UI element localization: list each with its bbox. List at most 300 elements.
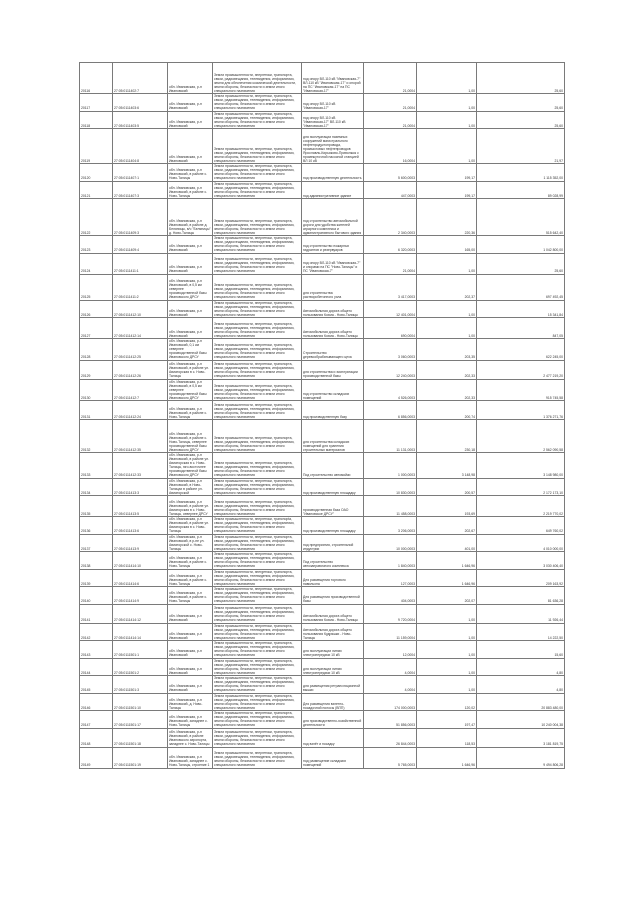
area-cell: 690,0004	[364, 318, 417, 339]
cadastral-value-cell: 25,60	[477, 111, 565, 129]
address-cell: обл. Ивановская, р-н Ивановский, в 0,5 км севернее производственной базы Ивановского ДРСУ	[168, 274, 213, 300]
cadastral-number-cell: 27:05:0111501:19	[113, 747, 168, 768]
address-cell: обл. Ивановская, р-н Ивановский, 0,1 км севернее производственной базы Ивановского ДРСУ	[168, 339, 213, 361]
specific-value-cell: 1,00	[417, 658, 477, 676]
cadastral-value-cell: 81 636,28	[477, 587, 565, 605]
area-cell: 9 720,0004	[364, 604, 417, 623]
table-row	[80, 587, 565, 605]
land-category-cell: Земли промышленности, энергетики, транспорта, связи, радиовещания, телевидения, информатики, земли обороны, безопасности и земли иного специального назначения	[213, 587, 302, 605]
land-category-cell: Земли промышленности, энергетики, транспорта, связи, радиовещания, телевидения, информатики, земли обороны, безопасности и земли иного специального назначения	[213, 318, 302, 339]
table-row	[80, 379, 565, 401]
table-row	[80, 623, 565, 641]
table-row	[80, 318, 565, 339]
area-cell: 4,0004	[364, 676, 417, 694]
specific-value-cell: 230,18	[417, 420, 477, 453]
cadastral-value-cell: 20 883 480,00	[477, 693, 565, 711]
cadastral-number-cell: 27:05:0111409:4	[113, 236, 168, 254]
land-category-cell: Земли промышленности, энергетики, транспорта, связи, радиовещания, телевидения, информатики, земли обороны, безопасности и земли иного специального назначения	[213, 401, 302, 420]
table-row	[80, 641, 565, 659]
area-cell: 1 000,0003	[364, 453, 417, 479]
area-cell: 10 830,0003	[364, 478, 417, 496]
specific-value-cell: 202,67	[417, 517, 477, 535]
land-category-cell: Земли промышленности, энergетики, транспорта, связи, радиовещания, телевидения, информатики, земли обороны, безопасности и земли иного специального назначения	[213, 569, 302, 587]
cadastral-value-cell: 649 760,02	[477, 517, 565, 535]
cadastral-number-cell: 27:05:0111407:1	[113, 164, 168, 182]
cadastral-value-cell: 3 181 819,75	[477, 728, 565, 747]
row-number-cell: 20141	[80, 604, 113, 623]
address-cell: обл. Ивановская, р-н Ивановский, в районе ул. Авиаторская в с. Ново-Талицы	[168, 360, 213, 379]
cadastral-number-cell: 27:05:0111409:3	[113, 199, 168, 236]
land-category-cell: Земли промышленности, энергетики, транспорта, связи, радиовещания, телевидения, информатики, земли обороны, безопасности и земли иного специального назначения	[213, 129, 302, 164]
address-cell: обл. Ивановская, р-н Ивановский	[168, 129, 213, 164]
address-cell: обл. Ивановская, р-н Ивановский	[168, 641, 213, 659]
land-category-cell: Земли промышленности, энергетики, транспорта, связи, радиовещания, телевидения, информатики, земли обороны, безопасности и земли иного специального назначения	[213, 711, 302, 729]
table-row	[80, 164, 565, 182]
cadastral-value-cell: 4 010 000,00	[477, 534, 565, 552]
row-number-cell: 20121	[80, 181, 113, 199]
land-category-cell: Земли промышленности, энергетики, транспорта, связи, радиовещания, телевидения, информатики, земли обороны, безопасности и земли иного специального назначения	[213, 604, 302, 623]
specific-value-cell: 202,33	[417, 360, 477, 379]
area-cell: 12,0004	[364, 641, 417, 659]
row-number-cell: 20138	[80, 552, 113, 570]
specific-value-cell: 1,00	[417, 623, 477, 641]
land-category-cell: Земли промышленности, энергетики, транспорта, связи, радиовещания, телевидения, информатики, земли обороны, безопасности и земли иного специального назначения	[213, 111, 302, 129]
permitted-use-cell: под опору ВЛ-110 кВ "Ивановская-7" и опорами на ПС "Ново-Талицы" и ПС "Ивановская-7"	[302, 253, 364, 274]
permitted-use-cell: Для размещения торгового павильона	[302, 569, 364, 587]
row-number-cell: 20130	[80, 379, 113, 401]
permitted-use-cell: для производственно-хозяйственной деятельности	[302, 711, 364, 729]
address-cell: обл. Ивановская, р-н Ивановский	[168, 623, 213, 641]
table-body	[80, 63, 565, 769]
land-category-cell: Земли промышленности, энергетики, транспорта, связи, радиовещания, телевидения, информатики, земли обороны, безопасности и земли иного специального назначения	[213, 360, 302, 379]
specific-value-cell: 1,00	[417, 253, 477, 274]
land-category-cell: Земли промышленности, энергетики, транспорта, связи, радиовещания, телевидения, информатики, земли обороны, безопасности и земли иного специального назначения	[213, 676, 302, 694]
cadastral-number-cell: 27:05:0111413:5	[113, 496, 168, 517]
permitted-use-cell: под производственную площадку	[302, 517, 364, 535]
cadastral-number-cell: 27:05:0111501:18	[113, 728, 168, 747]
address-cell: обл. Ивановская, р-н Ивановский	[168, 111, 213, 129]
land-category-cell: Земли промышленности, энергетики, транспорта, связи, радиовещания, телевидения, информатики, земли обороны, безопасности и земли иного специального назначения	[213, 641, 302, 659]
permitted-use-cell: под опору ВЛ-110 кВ "Ивановская-17"	[302, 94, 364, 112]
cadastral-number-cell: 27:05:0111407:3	[113, 181, 168, 199]
cadastral-number-cell: 27:05:0111412:24	[113, 401, 168, 420]
cadastral-number-cell: 27:05:0111501:1	[113, 641, 168, 659]
area-cell: 6 320,0003	[364, 236, 417, 254]
specific-value-cell: 202,37	[417, 274, 477, 300]
row-number-cell: 20117	[80, 94, 113, 112]
area-cell: 447,0003	[364, 181, 417, 199]
permitted-use-cell: производственная база ОАО "Ивановское ДРСУ"	[302, 496, 364, 517]
table-row	[80, 199, 565, 236]
area-cell: 5 600,0003	[364, 164, 417, 182]
address-cell: обл. Ивановская, р-н Ивановский, в районе Ивановского аэропорта, западнее с. Ново-Талицы	[168, 728, 213, 747]
table-row	[80, 111, 565, 129]
row-number-cell: 20131	[80, 401, 113, 420]
cadastral-number-cell: 27:05:0111414:10	[113, 552, 168, 570]
area-cell: 21,0004	[364, 111, 417, 129]
cadastral-value-cell: 4,80	[477, 658, 565, 676]
permitted-use-cell: для эксплуатации линии электропередачи 10 кВ	[302, 658, 364, 676]
address-cell: обл. Ивановская, р-н Ивановский	[168, 236, 213, 254]
area-cell: 3 206,0003	[364, 517, 417, 535]
cadastral-value-cell: 25,60	[477, 253, 565, 274]
cadastral-number-cell: 27:05:0111412:10	[113, 300, 168, 318]
specific-value-cell: 203,35	[417, 339, 477, 361]
specific-value-cell: 202,33	[417, 379, 477, 401]
row-number-cell: 20122	[80, 199, 113, 236]
address-cell: обл. Ивановская, р-н Ивановский	[168, 676, 213, 694]
area-cell: 4,0004	[364, 658, 417, 676]
specific-value-cell: 3 148,98	[417, 453, 477, 479]
specific-value-cell: 1,00	[417, 111, 477, 129]
address-cell: обл. Ивановская, р-н Ивановский, в районе ул. Авиаторская в с. Ново-Талицы	[168, 517, 213, 535]
address-cell: обл. Ивановская, р-н Ивановский, в районе ул. Авиаторская в с. Ново-Талицы, севернее ДРСУ	[168, 496, 213, 517]
permitted-use-cell: Автомобильная дорога общего пользования Кохма - Ново-Талицы	[302, 604, 364, 623]
address-cell: обл. Ивановская, р-н Ивановский	[168, 658, 213, 676]
land-category-cell: Земли промышленности, энергетики, транспорта, связи, радиовещания, телевидения, информатики, земли обороны, безопасности и земли иного специального назначения	[213, 658, 302, 676]
table-row	[80, 604, 565, 623]
land-category-cell: Земли промышленности, энергетики, транспорта, связи, радиовещания, телевидения, информатики, земли обороны, безопасности и земли иного специального назначения	[213, 552, 302, 570]
specific-value-cell: 1,00	[417, 63, 477, 94]
cadastral-value-cell: 4,80	[477, 676, 565, 694]
area-cell: 11 131,0003	[364, 420, 417, 453]
permitted-use-cell: для размещения ретрансляционной вышки	[302, 676, 364, 694]
specific-value-cell: 401,00	[417, 534, 477, 552]
cadastral-value-cell: 1 376 271,76	[477, 401, 565, 420]
land-category-cell: Земли промышленности, энергетики, транспорта, связи, радиовещания, телевидения, информатики, земли обороны, безопасности и земли иного специального назначения	[213, 420, 302, 453]
permitted-use-cell: под строительство автомобильной дороги для удобства жителей аграрного комплекса и административного бытового здания	[302, 199, 364, 236]
address-cell: обл. Ивановская, р-н Ивановский, в Ново-Талицах в районе ул. Авиаторской	[168, 478, 213, 496]
area-cell: 11 159,0004	[364, 623, 417, 641]
row-number-cell: 20126	[80, 300, 113, 318]
specific-value-cell: 1 646,96	[417, 552, 477, 570]
table-row	[80, 658, 565, 676]
land-category-cell: Земли промышленности, энергетики, транспорта, связи, радиovещания, телевидения, информатики, земли обороны, безопасности и земли иного специального назначения	[213, 236, 302, 254]
row-number-cell: 20135	[80, 496, 113, 517]
land-category-cell: Земли промышленности, энергетики, транспорta, связи, радиовещания, телевидения, информатики, земли обороны, безопасности и земли иного специального назначения	[213, 517, 302, 535]
specific-value-cell: 1,00	[417, 676, 477, 694]
row-number-cell: 20132	[80, 420, 113, 453]
area-cell: 6 856,0003	[364, 401, 417, 420]
land-category-cell: Земли промышленности, энергетики, транспорта, связи, радиовещания, телевидения, информатики, земли обороны, безопасности и земли иного специального назначения	[213, 534, 302, 552]
cadastral-value-cell: 847,05	[477, 318, 565, 339]
row-number-cell: 20133	[80, 453, 113, 479]
specific-value-cell: 118,53	[417, 728, 477, 747]
cadastral-value-cell: 25,60	[477, 94, 565, 112]
table-row	[80, 129, 565, 164]
row-number-cell: 20142	[80, 623, 113, 641]
permitted-use-cell: Под строительство автозаправочного комплекса	[302, 552, 364, 570]
cadastral-number-cell: 27:05:0111403:6	[113, 94, 168, 112]
cadastral-number-cell: 27:05:0111412:7	[113, 379, 168, 401]
permitted-use-cell: под строительство складских помещений	[302, 379, 364, 401]
table-row	[80, 711, 565, 729]
table-row	[80, 728, 565, 747]
row-number-cell: 20144	[80, 658, 113, 676]
address-cell: обл. Ивановская, р-н Ивановский, в районе с. Ново-Талицы	[168, 181, 213, 199]
address-cell: обл. Ивановская, р-н Ивановский	[168, 94, 213, 112]
land-category-cell: Земли промышленности, энергетики, транспорта, связи, радиовещания, телевидения, информатики, земли обороны, безопасности и земли иного специального назначения	[213, 181, 302, 199]
address-cell: обл. Ивановская, р-н Ивановский, д. Ново-Талицы	[168, 693, 213, 711]
specific-value-cell: 1,00	[417, 604, 477, 623]
address-cell: обл. Ивановская, р-н Ивановский, в районе с. Ново-Талицы	[168, 401, 213, 420]
address-cell: обл. Ивановская, р-н Ивановский	[168, 318, 213, 339]
cadastral-number-cell: 27:05:0111414:14	[113, 623, 168, 641]
cadastral-number-cell: 27:05:0111402:7	[113, 63, 168, 94]
land-category-cell: Земли промышленности, энергетики, транспорта, связи, радиовещания, телевидения, информатики, земли обороны, безопасности и земли иного специального назначения	[213, 199, 302, 236]
permitted-use-cell: под производственную площадку	[302, 478, 364, 496]
address-cell: обл. Ивановская, р-н Ивановский, в районе с. Ново-Талицы	[168, 587, 213, 605]
land-category-cell: Земли промышленности, энергетики, транспорта, связи, радиовещания, телевидения, информатики, земли обороны, безопасности и земли иного специального назначения	[213, 478, 302, 496]
address-cell: обл. Ивановская, р-н Ивановский, западнее с. Ново-Талицы, строение 1	[168, 747, 213, 768]
table-row	[80, 517, 565, 535]
table-row	[80, 676, 565, 694]
area-cell: 10 000,0003	[364, 534, 417, 552]
land-category-cell: Земли промышленности, энергетики, транспорта, связи, радиовещания, телевидения, информатики, земли обороны, безопасности и земли иного специального назначения	[213, 623, 302, 641]
land-category-cell: Земли промышленности, энергетики, транспорта, связи, радиовещания, телевидения, информатики, земли обороны, безопасности и земли иного специального назначения	[213, 164, 302, 182]
area-cell: 5 765,0003	[364, 747, 417, 768]
specific-value-cell: 1 646,96	[417, 747, 477, 768]
cadastral-number-cell: 27:05:0111412:26	[113, 360, 168, 379]
specific-value-cell: 120,02	[417, 693, 477, 711]
area-cell: 21,0004	[364, 94, 417, 112]
area-cell: 21,0004	[364, 253, 417, 274]
row-number-cell: 20140	[80, 587, 113, 605]
land-category-cell: Земли промышленности, энергетики, транспорта, связи, радиовещания, телевидения, информатики, земли обороны, безопасности и земли иного специального назначения	[213, 496, 302, 517]
land-category-cell: Земли промышленности, энергетики, транспорта, связи, радиовещания, телевидения, информатики, земли обороны, безопасности и земли иного специального назначения	[213, 453, 302, 479]
cadastral-value-cell: 10 240 004,38	[477, 711, 565, 729]
table-row	[80, 339, 565, 361]
area-cell: 127,0003	[364, 569, 417, 587]
row-number-cell: 20139	[80, 569, 113, 587]
address-cell: обл. Ивановская, р-н Ивановский, в р-не ул. Авиаторской с. Ново-Талицы	[168, 534, 213, 552]
cadastral-value-cell: 2 562 090,58	[477, 420, 565, 453]
permitted-use-cell: для строительства и эксплуатации производственной базы	[302, 360, 364, 379]
address-cell: обл. Ивановская, р-н Ивановский	[168, 63, 213, 94]
specific-value-cell: 199,17	[417, 181, 477, 199]
cadastral-number-cell: 27:05:0111501:17	[113, 711, 168, 729]
row-number-cell: 20119	[80, 129, 113, 164]
land-category-cell: Земли промышленности, энергетики, транспорта, связи, радиовещания, телевидения, информатики, земли обороны, безопасности и земли иного специального назначения	[213, 274, 302, 300]
land-category-cell: Земли промышленности, энергетики, транспорта, связи, радиовещания, телевидения, информатики, земли обороны, безопасности и земли иного специального назначения	[213, 339, 302, 361]
address-cell: обл. Ивановская, р-н Ивановский, в районе ул. Авиаторская в с. Ново-Талицы, юго-восточнее производственной базы Ивановского ДРСУ	[168, 453, 213, 479]
specific-value-cell: 193,69	[417, 496, 477, 517]
cadastral-number-cell: 27:05:0111414:6	[113, 569, 168, 587]
cadastral-number-cell: 27:05:0111501:2	[113, 658, 168, 676]
permitted-use-cell: Для размещения взлетно-посадочной полосы (ВПП)	[302, 693, 364, 711]
cadastral-value-cell: 1 042 800,00	[477, 236, 565, 254]
row-number-cell: 20129	[80, 360, 113, 379]
table-row	[80, 420, 565, 453]
permitted-use-cell: для строительства растворобетонного узла	[302, 274, 364, 300]
cadastral-value-cell: 1 115 352,00	[477, 164, 565, 182]
cadastral-number-cell: 27:05:0111412:35	[113, 420, 168, 453]
address-cell: обл. Ивановская, р-н Ивановский, в районе с. Ново-Талицы	[168, 552, 213, 570]
land-category-cell: Земли промышленности, энергетики, транспорта, связи, радиовещания, телевидения, информатики, земли обороны, безопасности и земли иного специального назначения	[213, 379, 302, 401]
land-category-cell: Земли промышленности, энергетики, транспорта, связи, радиовещания, телевидения, информатики, земли обороны, безопасности и земли иного специального назначения	[213, 693, 302, 711]
cadastral-value-cell: 21,97	[477, 129, 565, 164]
row-number-cell: 20145	[80, 676, 113, 694]
cadastral-number-cell: 27:05:0111412:25	[113, 339, 168, 361]
table-row	[80, 534, 565, 552]
land-category-cell: Земли промышленности, энергетики, транспорта, связи, радиовещания, телевидения, информатики, земли обороны, безопасности и земли иного специального назначения	[213, 300, 302, 318]
address-cell: обл. Ивановская, р-н Ивановский	[168, 604, 213, 623]
permitted-use-cell: под опору ВЛ-110 кВ "Ивановская-17" ВЛ-110 кВ "Ивановская-17"	[302, 111, 364, 129]
specific-value-cell: 199,17	[417, 164, 477, 182]
cadastral-value-cell: 89 028,99	[477, 181, 565, 199]
row-number-cell: 20124	[80, 253, 113, 274]
permitted-use-cell: под предприятия, строительной индустрии	[302, 534, 364, 552]
area-cell: 3 060,0003	[364, 339, 417, 361]
row-number-cell: 20134	[80, 478, 113, 496]
permitted-use-cell: под опору ВЛ-110 кВ "Ивановская-7" ВЛ-110 кВ "Ивановская-17" и опорой на ПС "Ивановская-17" на ПС "Ивановская-17"	[302, 63, 364, 94]
table-row	[80, 181, 565, 199]
permitted-use-cell: Автомобильная дорога общего пользования Кохма - Ново-Талицы	[302, 318, 364, 339]
address-cell: обл. Ивановская, р-н Ивановский, в районе с. Ново-Талицы	[168, 164, 213, 182]
row-number-cell: 20146	[80, 693, 113, 711]
address-cell: обл. Ивановская, р-н Ивановский, в 0,5 км севернее производственной базы Ивановского ДРСУ	[168, 379, 213, 401]
area-cell: 404,0003	[364, 587, 417, 605]
row-number-cell: 20120	[80, 164, 113, 182]
row-number-cell: 20149	[80, 747, 113, 768]
permitted-use-cell: Автомобильная дорога общего пользования Кохма - Ново-Талицы	[302, 300, 364, 318]
address-cell: обл. Ивановская, р-н Ивановский, в районе с. Ново-Талицы, севернее производственной базы Ивановского ДРСУ	[168, 420, 213, 453]
specific-value-cell: 1,00	[417, 94, 477, 112]
cadastral-number-cell: 27:05:0111501:3	[113, 676, 168, 694]
cadastral-value-cell: 515 642,40	[477, 199, 565, 236]
address-cell: обл. Ивановская, р-н Ивановский, в районе с. Ново-Талицы	[168, 569, 213, 587]
table-row	[80, 274, 565, 300]
area-cell: 12 240,0003	[364, 360, 417, 379]
cadastral-number-cell: 27:05:0111501:10	[113, 693, 168, 711]
cadastral-number-cell: 27:05:0111411:1	[113, 253, 168, 274]
cadastral-number-cell: 27:05:0111413:6	[113, 517, 168, 535]
table-row	[80, 552, 565, 570]
row-number-cell: 20148	[80, 728, 113, 747]
area-cell: 21,0004	[364, 63, 417, 94]
area-cell: 2 340,0003	[364, 199, 417, 236]
address-cell: обл. Ивановская, р-н Ивановский	[168, 253, 213, 274]
cadastral-number-cell: 27:05:0111413:9	[113, 534, 168, 552]
row-number-cell: 20143	[80, 641, 113, 659]
table-row	[80, 401, 565, 420]
permitted-use-cell: для эксплуатации наземных сооружений магистрального нефтепродуктопровода, промысловых нефтепроводов Ярославль-Кирьяково-Приволжск с промежуточной насосной станцией ВЛ 10 кВ	[302, 129, 364, 164]
area-cell: 1 840,0003	[364, 552, 417, 570]
area-cell: 3 417,0003	[364, 274, 417, 300]
row-number-cell: 20125	[80, 274, 113, 300]
row-number-cell: 20147	[80, 711, 113, 729]
row-number-cell: 20127	[80, 318, 113, 339]
cadastral-number-cell: 27:05:0111412:33	[113, 453, 168, 479]
cadastral-value-cell: 15 341,84	[477, 300, 565, 318]
table-row	[80, 496, 565, 517]
cadastral-number-cell: 27:05:0111413:3	[113, 478, 168, 496]
specific-value-cell: 1,00	[417, 318, 477, 339]
permitted-use-cell: под размещение складских помещений	[302, 747, 364, 768]
table-row	[80, 693, 565, 711]
area-cell: 51 856,0003	[364, 711, 417, 729]
specific-value-cell: 202,07	[417, 587, 477, 605]
area-cell: 11 458,0003	[364, 496, 417, 517]
cadastral-value-cell: 697 492,45	[477, 274, 565, 300]
table-row	[80, 478, 565, 496]
cadastral-value-cell: 3 148 980,00	[477, 453, 565, 479]
land-category-cell: Земли промышленности, энергетики, транспорта, связи, радиовещания, телевидения, информатики, земли обороны, безопасности и земли иного специального назначения	[213, 253, 302, 274]
permitted-use-cell: Для размещения производственной базы	[302, 587, 364, 605]
specific-value-cell: 1,00	[417, 641, 477, 659]
area-cell: 26 844,0003	[364, 728, 417, 747]
row-number-cell: 20116	[80, 63, 113, 94]
land-category-cell: Земли промышленности, энергетики, транспорта, связи, радиовещания, телевидения, информатики, земли для обеспечения космической деятельности, земли обороны, безопасности и земли иного специального назначения	[213, 63, 302, 94]
cadastral-number-cell: 27:05:0111404:8	[113, 129, 168, 164]
permitted-use-cell: Автомобильная дорога общего пользования Кудряшки - Ново-Талицы	[302, 623, 364, 641]
cadastral-number-cell: 27:05:0111414:9	[113, 587, 168, 605]
permitted-use-cell: под взлёт и посадку	[302, 728, 364, 747]
specific-value-cell: 200,74	[417, 401, 477, 420]
land-registry-table	[79, 62, 565, 769]
address-cell: обл. Ивановская, р-н Ивановский	[168, 300, 213, 318]
table-row	[80, 747, 565, 768]
table-row	[80, 253, 565, 274]
cadastral-number-cell: 27:05:0111403:5	[113, 111, 168, 129]
permitted-use-cell: Под строительство автомойки	[302, 453, 364, 479]
row-number-cell: 20118	[80, 111, 113, 129]
permitted-use-cell: Строительство деревообрабатывающего цеха	[302, 339, 364, 361]
land-category-cell: Земли промышленности, энергетики, транспорта, связи, радиовещания, телевидения, информатики, земли обороны, безопасности и земли иного специального назначения	[213, 728, 302, 747]
permitted-use-cell: под производственную базу	[302, 401, 364, 420]
cadastral-value-cell: 15,60	[477, 641, 565, 659]
table-row	[80, 453, 565, 479]
cadastral-value-cell: 622 245,00	[477, 339, 565, 361]
address-cell: обл. Ивановская, р-н Ивановский, в районе д. Беляницы, в/ч "Беляницы" д. Ново-Талицы	[168, 199, 213, 236]
permitted-use-cell: под производственную деятельность	[302, 164, 364, 182]
cadastral-value-cell: 915 745,58	[477, 379, 565, 401]
specific-value-cell: 200,57	[417, 478, 477, 496]
cadastral-value-cell: 25,60	[477, 63, 565, 94]
specific-value-cell: 165,00	[417, 236, 477, 254]
area-cell: 4 526,0003	[364, 379, 417, 401]
table-row	[80, 360, 565, 379]
permitted-use-cell: для эксплуатации линии электропередачи 10 кВ	[302, 641, 364, 659]
land-category-cell: Земли промышленности, энергетики, транспорта, связи, радиовещания, телевидения, информатики, земли обороны, безопасности и земли иного специального назначения	[213, 747, 302, 768]
cadastral-value-cell: 2 172 173,10	[477, 478, 565, 496]
area-cell: 174 000,0003	[364, 693, 417, 711]
specific-value-cell: 1,00	[417, 300, 477, 318]
cadastral-number-cell: 27:05:0111412:14	[113, 318, 168, 339]
table-row	[80, 94, 565, 112]
row-number-cell: 20128	[80, 339, 113, 361]
cadastral-value-cell: 209 163,92	[477, 569, 565, 587]
specific-value-cell: 197,47	[417, 711, 477, 729]
cadastral-value-cell: 11 926,44	[477, 604, 565, 623]
permitted-use-cell: под административное здание	[302, 181, 364, 199]
cadastral-value-cell: 2 477 219,20	[477, 360, 565, 379]
specific-value-cell: 220,36	[417, 199, 477, 236]
area-cell: 16,0004	[364, 129, 417, 164]
row-number-cell: 20137	[80, 534, 113, 552]
land-category-cell: Земли промышленности, энергетики, транспорта, связи, радиовещания, телевидения, информатики, земли обороны, безопасности и земли иного специального назначения	[213, 94, 302, 112]
address-cell: обл. Ивановская, р-н Ивановский, западнее с. Ново-Талицы	[168, 711, 213, 729]
table-row	[80, 236, 565, 254]
cadastral-value-cell: 9 494 806,28	[477, 747, 565, 768]
permitted-use-cell: для строительства складских помещений для хранения строительных материалов	[302, 420, 364, 453]
table-row	[80, 300, 565, 318]
permitted-use-cell: под строительство пожарных гидрантов и резервуаров	[302, 236, 364, 254]
table-row	[80, 63, 565, 94]
row-number-cell: 20123	[80, 236, 113, 254]
table-row	[80, 569, 565, 587]
row-number-cell: 20136	[80, 517, 113, 535]
